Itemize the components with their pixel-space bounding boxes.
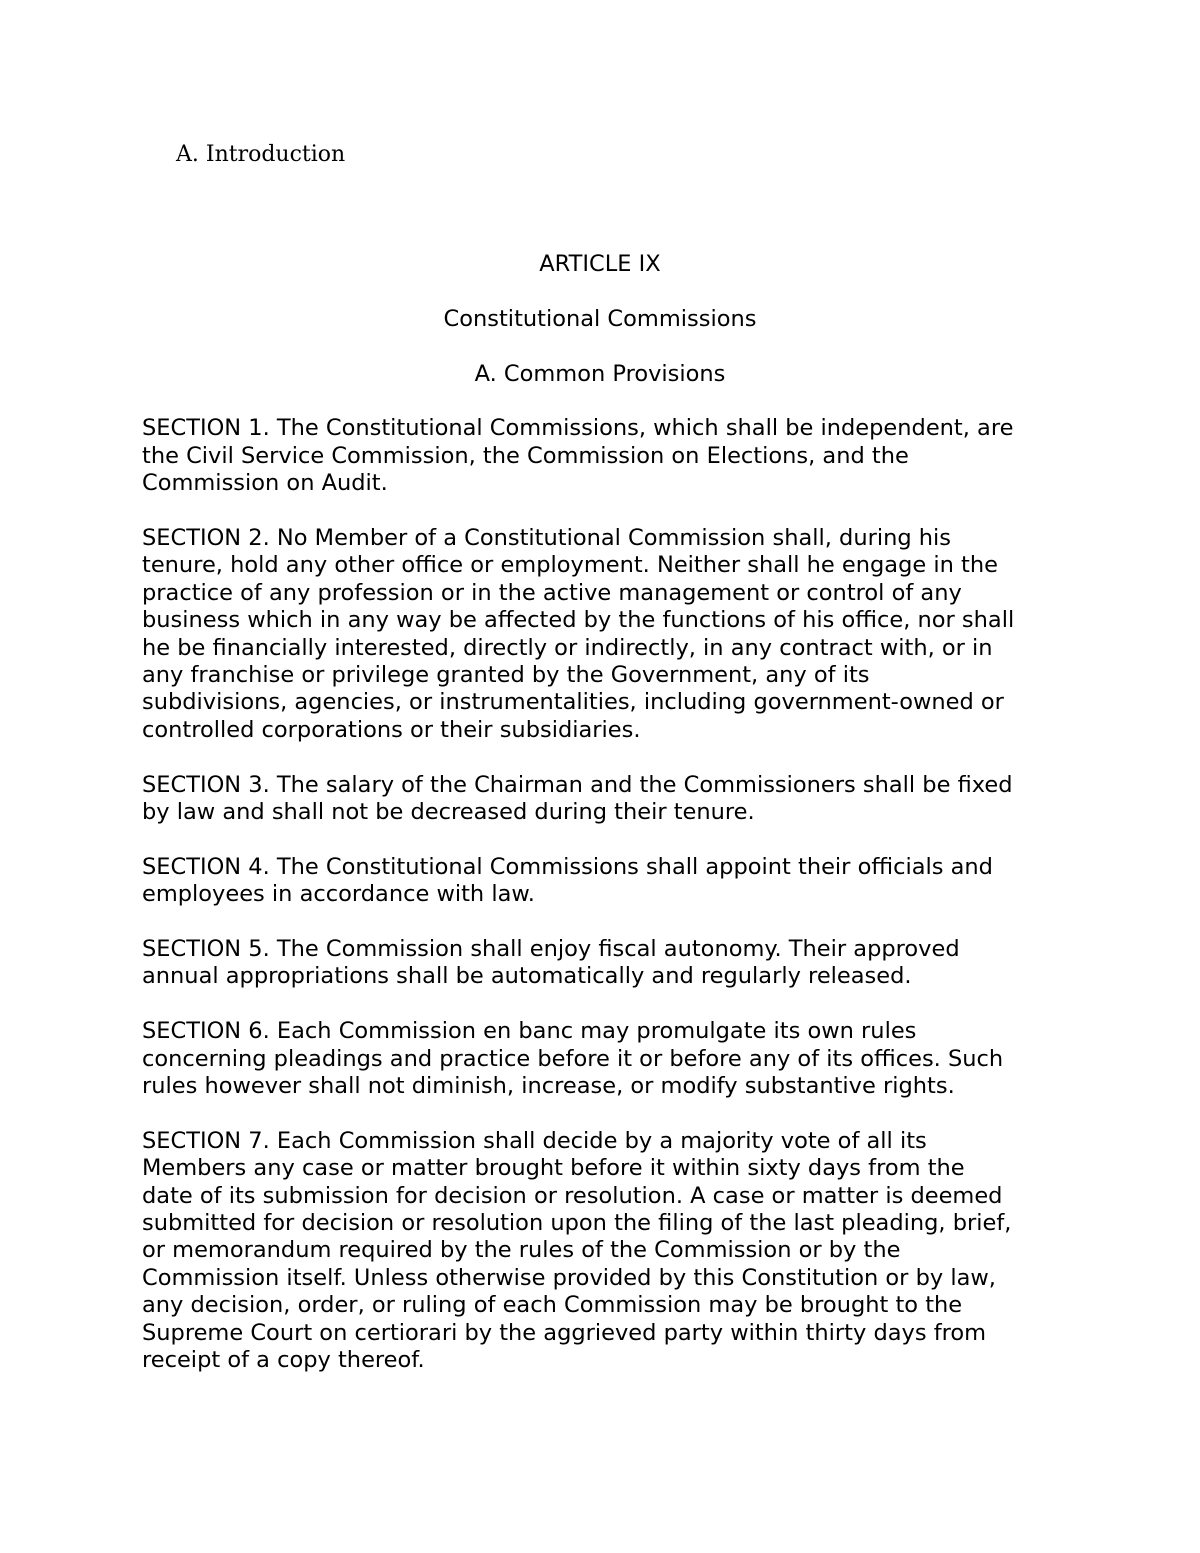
section-line: the Civil Service Commission, the Commission on Elections, and the [142, 442, 909, 469]
section-line: practice of any profession or in the active management or control of any [142, 579, 962, 606]
section-2 [142, 525, 1072, 744]
section-7 [142, 1128, 1072, 1375]
section-line: SECTION 4. The Constitutional Commissions shall appoint their officials and [142, 853, 993, 880]
section-line: SECTION 7. Each Commission shall decide by a majority vote of all its [142, 1127, 927, 1154]
section-4 [142, 854, 1072, 909]
section-line: tenure, hold any other office or employment. Neither shall he engage in the [142, 552, 998, 579]
section-line: or memorandum required by the rules of the Commission or by the [142, 1237, 901, 1264]
section-line: subdivisions, agencies, or instrumentalities, including government-owned or [142, 689, 1004, 716]
intro-heading: A. Introduction [176, 142, 346, 167]
section-line: SECTION 1. The Constitutional Commissions, which shall be independent, are [142, 415, 1014, 442]
section-line: annual appropriations shall be automatically and regularly released. [142, 963, 912, 990]
section-line: submitted for decision or resolution upon the filing of the last pleading, brief, [142, 1210, 1012, 1237]
section-line: SECTION 2. No Member of a Constitutional Commission shall, during his [142, 525, 952, 551]
article-title: ARTICLE IX [539, 251, 661, 277]
section-line: business which in any way be affected by the functions of his office, nor shall [142, 607, 1015, 634]
section-5 [142, 936, 1072, 991]
section-line: SECTION 5. The Commission shall enjoy fiscal autonomy. Their approved [142, 936, 960, 963]
section-line: rules however shall not diminish, increase, or modify substantive rights. [142, 1073, 955, 1100]
section-line: by law and shall not be decreased during their tenure. [142, 799, 755, 826]
section-line: Commission on Audit. [142, 470, 388, 497]
section-line: Members any case or matter brought before it within sixty days from the [142, 1155, 965, 1182]
section-line: date of its submission for decision or resolution. A case or matter is deemed [142, 1182, 1003, 1209]
section-line: controlled corporations or their subsidiaries. [142, 716, 641, 743]
section-6 [142, 1018, 1072, 1100]
section-line: SECTION 6. Each Commission en banc may promulgate its own rules [142, 1018, 917, 1045]
section-line: Commission itself. Unless otherwise provided by this Constitution or by law, [142, 1264, 996, 1291]
section-3 [142, 772, 1072, 827]
article-subtitle: Constitutional Commissions [443, 305, 757, 332]
section-1 [142, 415, 1072, 497]
section-line: receipt of a copy thereof. [142, 1347, 425, 1374]
section-line: employees in accordance with law. [142, 881, 535, 908]
article-body [142, 251, 1072, 1402]
section-line: SECTION 3. The salary of the Chairman and the Commissioners shall be fixed [142, 771, 1013, 798]
section-line: concerning pleadings and practice before it or before any of its offices. Such [142, 1045, 1004, 1072]
section-line: any franchise or privilege granted by the Government, any of its [142, 662, 870, 689]
section-line: he be financially interested, directly or indirectly, in any contract with, or in [142, 634, 993, 661]
part-heading: A. Common Provisions [474, 360, 726, 387]
section-line: Supreme Court on certiorari by the aggrieved party within thirty days from [142, 1319, 987, 1346]
section-line: any decision, order, or ruling of each Commission may be brought to the [142, 1292, 963, 1319]
